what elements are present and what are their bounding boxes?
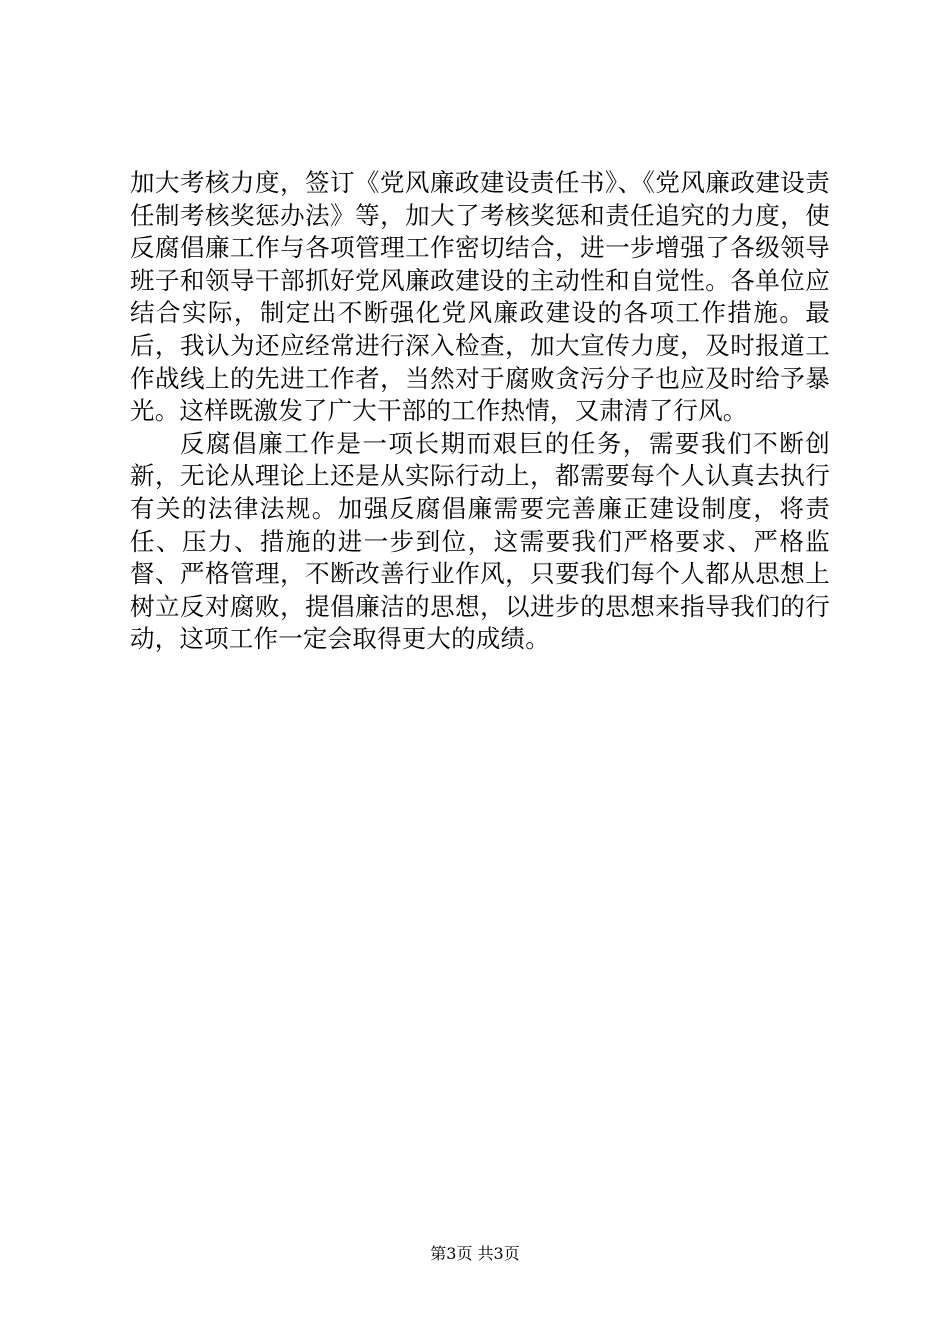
paragraph: 加大考核力度，签订《党风廉政建设责任书》、《党风廉政建设责任制考核奖惩办法》等，加大了考核奖惩和责任追究的力度，使反腐倡廉工作与各项管理工作密切结合，进一步增强了各级领导班子和领导干部抓好党风廉政建设的主动性和自觉性。各单位应结合实际，制定出不断强化党风廉政建设的各项工作措施。最后，我认为还应经常进行深入检查，加大宣传力度，及时报道工作战线上的先进工作者，当然对于腐败贪污分子也应及时给予暴光。这样既激发了广大干部的工作热情，又肃清了行风。 bbox=[130, 168, 830, 426]
page-footer: 第3页 共3页 bbox=[430, 1244, 520, 1263]
paragraph: 反腐倡廉工作是一项长期而艰巨的任务，需要我们不断创新，无论从理论上还是从实际行动上，都需要每个人认真去执行有关的法律法规。加强反腐倡廉需要完善廉正建设制度，将责任、压力、措施的进一步到位，这需要我们严格要求、严格监督、严格管理，不断改善行业作风，只要我们每个人都从思想上树立反对腐败，提倡廉洁的思想，以进步的思想来指导我们的行动，这项工作一定会取得更大的成绩。 bbox=[130, 428, 830, 654]
document-body bbox=[130, 167, 830, 656]
